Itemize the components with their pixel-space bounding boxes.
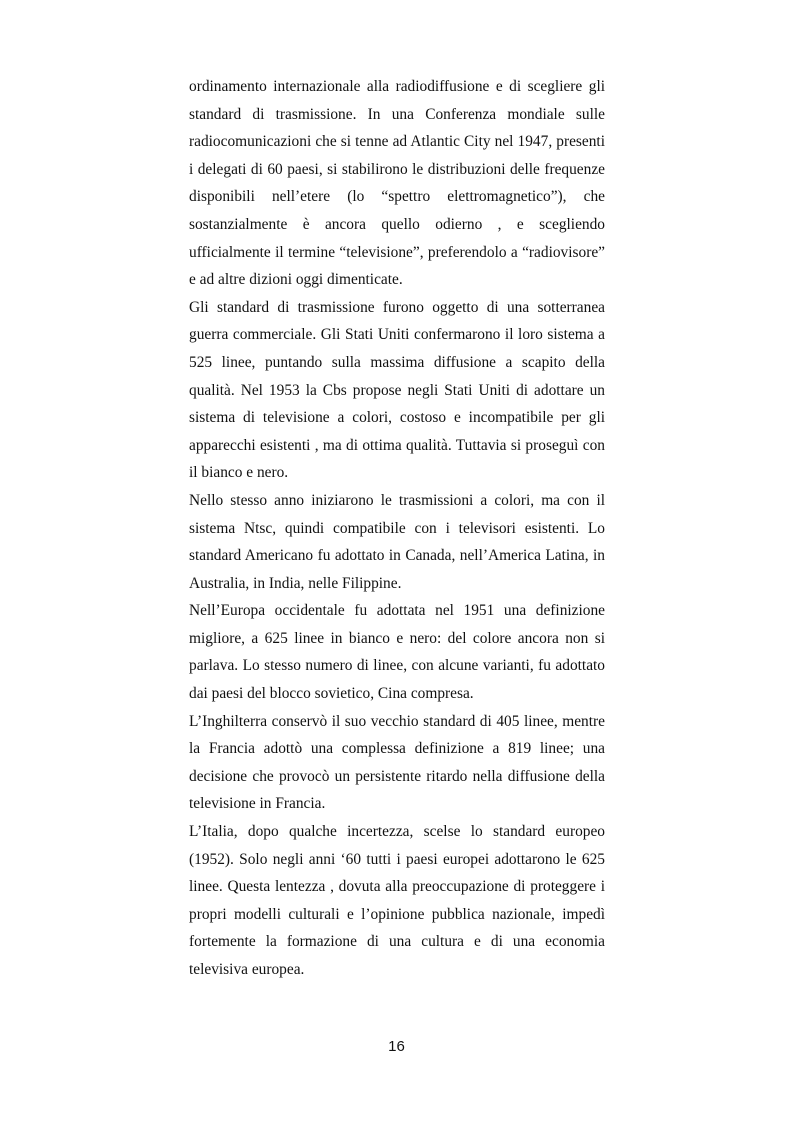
page-number: 16 [388,1038,405,1055]
paragraph-6: L’Italia, dopo qualche incertezza, scelse lo standard europeo (1952). Solo negli anni ‘60 tutti i paesi europei adottarono le 625 linee. Questa lentezza , dovuta alla preoccupazione di proteggere i propri modelli culturali e l’opinione pubblica nazionale, impedì fortemente la formazione di una cultura e di una economia televisiva europea. [189,823,605,978]
paragraph-1: ordinamento internazionale alla radiodiffusione e di scegliere gli standard di trasmissione. In una Conferenza mondiale sulle radiocomunicazioni che si tenne ad Atlantic City nel 1947, presenti i delegati di 60 paesi, si stabilirono le distribuzioni delle frequenze disponibili nell’etere (lo “spettro elettromagnetico”), che sostanzialmente è ancora quello odierno , e scegliendo ufficialmente il termine “televisione”, preferendolo a “radiovisore” e ad altre dizioni oggi dimenticate. [189,78,605,289]
paragraph-4: Nell’Europa occidentale fu adottata nel 1951 una definizione migliore, a 625 linee in bianco e nero: del colore ancora non si parlava. Lo stesso numero di linee, con alcune varianti, fu adottato dai paesi del blocco sovietico, Cina compresa. [189,602,605,703]
paragraph-2: Gli standard di trasmissione furono oggetto di una sotterranea guerra commerciale. Gli Stati Uniti confermarono il loro sistema a 525 linee, puntando sulla massima diffusione a scapito della qualità. Nel 1953 la Cbs propose negli Stati Uniti di adottare un sistema di televisione a colori, costoso e incompatibile per gli apparecchi esistenti , ma di ottima qualità. Tuttavia si proseguì con il bianco e nero. [189,298,605,482]
paragraph-3: Nello stesso anno iniziarono le trasmissioni a colori, ma con il sistema Ntsc, quindi compatibile con i televisori esistenti. Lo standard Americano fu adottato in Canada, nell’America Latina, in Australia, in India, nelle Filippine. [189,491,605,592]
body-text [189,73,605,984]
paragraph-5: L’Inghilterra conservò il suo vecchio standard di 405 linee, mentre la Francia adottò una complessa definizione a 819 linee; una decisione che provocò un persistente ritardo nella diffusione della televisione in Francia. [189,712,605,813]
